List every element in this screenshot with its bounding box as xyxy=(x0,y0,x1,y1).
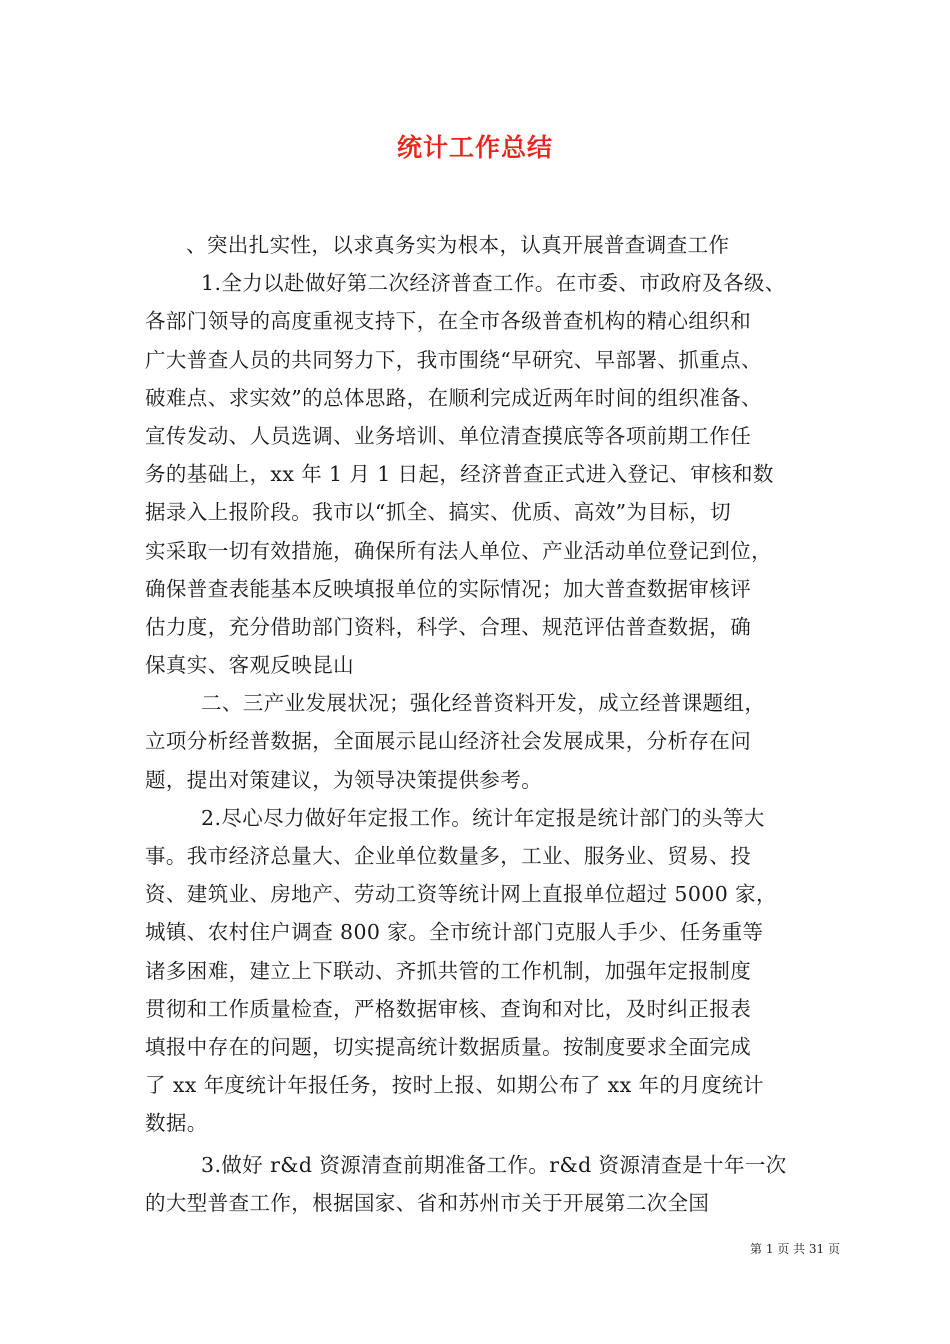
text-line: 立项分析经普数据，全面展示昆山经济社会发展成果，分析存在问 xyxy=(145,729,752,754)
text-line: 据录入上报阶段。我市以“抓全、搞实、优质、高效”为目标，切 xyxy=(145,500,732,525)
text-line: 宣传发动、人员选调、业务培训、单位清查摸底等各项前期工作任 xyxy=(145,423,752,448)
text-line: 保真实、客观反映昆山 xyxy=(145,653,354,678)
page-footer xyxy=(0,1240,950,1257)
text-line: 广大普查人员的共同努力下，我市围绕“早研究、早部署、抓重点、 xyxy=(145,347,762,372)
text-line: 估力度，充分借助部门资料，科学、合理、规范评估普查数据，确 xyxy=(145,614,752,639)
text-line: 题，提出对策建议，为领导决策提供参考。 xyxy=(145,767,543,792)
text-line: 贯彻和工作质量检查，严格数据审核、查询和对比，及时纠正报表 xyxy=(145,996,752,1021)
text-line: 确保普查表能基本反映填报单位的实际情况；加大普查数据审核评 xyxy=(145,576,752,601)
text-line: 、突出扎实性，以求真务实为根本，认真开展普查调查工作 xyxy=(186,233,730,257)
text-line: 1.全力以赴做好第二次经济普查工作。在市委、市政府及各级、 xyxy=(201,271,786,296)
text-line: 数据。 xyxy=(145,1111,208,1136)
page-number: 第 1 页 共 31 页 xyxy=(750,1242,840,1256)
text-line: 二、三产业发展状况；强化经普资料开发，成立经普课题组， xyxy=(201,691,766,716)
text-line: 2.尽心尽力做好年定报工作。统计年定报是统计部门的头等大 xyxy=(201,805,765,830)
text-line: 各部门领导的高度重视支持下，在全市各级普查机构的精心组织和 xyxy=(145,309,752,334)
text-line: 事。我市经济总量大、企业单位数量多，工业、服务业、贸易、投 xyxy=(145,844,752,868)
text-line: 诸多困难，建立上下联动、齐抓共管的工作机制，加强年定报制度 xyxy=(145,958,752,983)
text-line: 城镇、农村住户调查 800 家。全市统计部门克服人手少、任务重等 xyxy=(145,920,764,945)
text-line: 3.做好 r&d 资源清查前期准备工作。r&d 资源清查是十年一次 xyxy=(201,1152,787,1177)
text-line: 填报中存在的问题，切实提高统计数据质量。按制度要求全面完成 xyxy=(145,1034,752,1059)
document-body xyxy=(145,226,809,1222)
text-line: 务的基础上，xx 年 1 月 1 日起，经济普查正式进入登记、审核和数 xyxy=(145,462,774,487)
text-line: 实采取一切有效措施，确保所有法人单位、产业活动单位登记到位， xyxy=(145,538,772,563)
text-line: 的大型普查工作，根据国家、省和苏州市关于开展第二次全国 xyxy=(145,1190,710,1215)
document-title: 统计工作总结 xyxy=(396,133,553,162)
text-line: 了 xx 年度统计年报任务，按时上报、如期公布了 xx 年的月度统计 xyxy=(145,1073,764,1098)
text-line: 破难点、求实效”的总体思路，在顺利完成近两年时间的组织准备、 xyxy=(145,385,762,410)
text-line: 资、建筑业、房地产、劳动工资等统计网上直报单位超过 5000 家， xyxy=(145,882,777,907)
